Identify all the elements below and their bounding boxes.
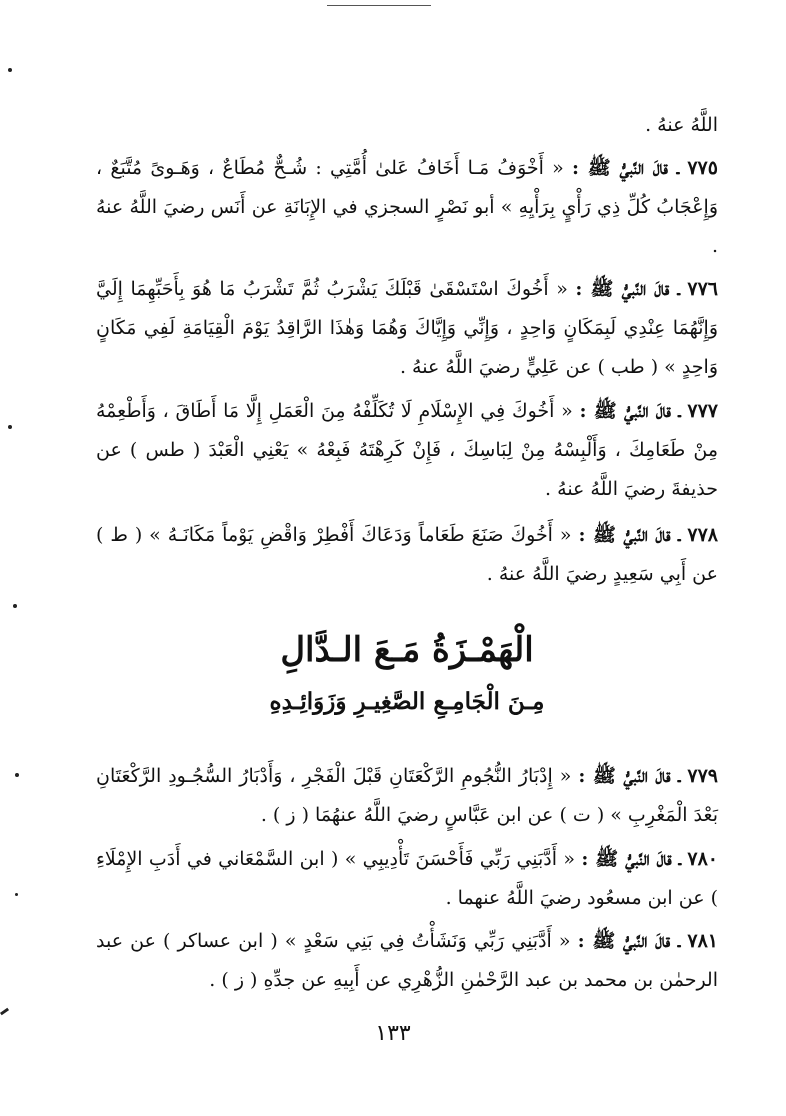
hadith-776: [96, 270, 718, 387]
hadith-number: ٧٨٠: [687, 848, 719, 870]
hadith-number: ٧٧٦: [687, 278, 718, 300]
hadith-780: [96, 840, 718, 918]
hadith-777: [96, 392, 718, 509]
scan-speck: [8, 425, 12, 429]
section-title: الْهَمْـزَةُ مَـعَ الـدَّالِ: [280, 630, 534, 670]
hadith-text: « إِدْبَارُ النُّجُومِ الرَّكْعَتَانِ قَبْلَ الْفَجْرِ ، وَأَدْبَارُ السُّجُـودِ الرَّكْعَتَانِ بَعْدَ الْمَغْرِبِ » ( ت ) عن ابن عَبَّاسٍ رضيَ اللَّهُ عنهُمَا ( ز ) .: [96, 765, 718, 826]
hadith-label: ـ قالَ النَّبيُّ ﷺ :: [579, 400, 681, 422]
hadith-781: [96, 922, 718, 1000]
hadith-number: ٧٧٧: [687, 400, 718, 422]
hadith-label: ـ قالَ النَّبيُّ ﷺ :: [575, 278, 680, 300]
hadith-text: « أَخُوكَ فِي الإِسْلَامِ لَا تُكَلِّفْهُ مِنَ الْعَمَلِ إِلَّا مَا أَطَاقَ ، وَأَطْعِمْهُ مِنْ طَعَامِكَ ، وَأَلْبِسْهُ مِنْ لِبَاسِكَ ، فَإِنْ كَرِهْتَهُ فَبِعْهُ » يَعْنِي الْعَبْدَ ( طس ) عن حذيفةَ رضيَ اللَّهُ عنهُ .: [96, 400, 718, 500]
hadith-number: ٧٧٩: [687, 765, 718, 787]
top-rule: [327, 5, 431, 6]
hadith-label: ـ قالَ النَّبيُّ ﷺ :: [581, 848, 682, 870]
hadith-label: ـ قالَ النَّبيُّ ﷺ :: [578, 765, 681, 787]
hadith-775: [96, 149, 718, 266]
hadith-number: ٧٧٨: [687, 524, 718, 546]
hadith-label: ـ قالَ النَّبيُّ ﷺ :: [578, 524, 681, 546]
scan-speck: [13, 604, 17, 608]
hadith-779: [96, 757, 718, 835]
hadith-text: « أَدَّبَنِي رَبِّي وَنَشَأْتُ فِي بَنِي سَعْدٍ » ( ابن عساكر ) عن عبد الرحمٰن بن محمد بن عبد الرَّحْمٰنِ الزُّهْرِي عن أَبِيهِ عن جدِّهِ ( ز ) .: [96, 930, 718, 991]
scan-speck: [8, 68, 12, 72]
hadith-number: ٧٨١: [687, 930, 718, 952]
intro-text: اللَّهُ عنهُ .: [645, 114, 718, 136]
hadith-text: « أَخُوكَ صَنَعَ طَعَاماً وَدَعَاكَ أَفْطِرْ وَاقْضِ يَوْماً مَكَانَـهُ » ( ط ) عن أَبِي سَعِيدٍ رضيَ اللَّهُ عنهُ .: [96, 524, 718, 585]
hadith-text: « أَدَّبَنِي رَبِّي فَأَحْسَنَ تَأْدِيبِي » ( ابن السَّمْعَاني في أَدَبِ الإِمْلَاءِ ) عن ابن مسعُود رضيَ اللَّهُ عنهما .: [96, 848, 718, 909]
hadith-number: ٧٧٥: [687, 157, 718, 179]
hadith-label: ـ قالَ النَّبيُّ ﷺ :: [572, 157, 680, 179]
scan-edge-mark: [0, 1008, 9, 1016]
scan-speck: [15, 773, 19, 777]
hadith-label: ـ قالَ النَّبيُّ ﷺ :: [577, 930, 681, 952]
section-subtitle: مِـنَ الْجَامِـعِ الصَّغِيـرِ وَزَوَائِـدِهِ: [269, 688, 545, 715]
scan-speck: [15, 893, 18, 896]
page-number: ١٣٣: [375, 1021, 411, 1046]
hadith-778: [96, 516, 718, 594]
intro-line: [96, 106, 718, 145]
hadith-text: « أَخُوكَ اسْتَسْقَىٰ قَبْلَكَ يَشْرَبُ ثُمَّ تَشْرَبُ مَا هُوَ بِأَحَبِّهِمَا إِلَيَّ وَإِنَّهُمَا عِنْدِي لَبِمَكَانٍ وَاحِدٍ ، وَإِنِّي وَإِيَّاكَ وَهُمَا وَهٰذَا الرَّاقِدُ يَوْمَ الْقِيَامَةِ لَفِي مَكَانٍ وَاحِدٍ » ( طب ) عن عَلِيٍّ رضيَ اللَّهُ عنهُ .: [96, 278, 718, 378]
hadith-text: « أَخْوَفُ مَـا أَخَافُ عَلىٰ أُمَّتِي : شُـحٌّ مُطَاعٌ ، وَهَـوىً مُتَّبَعٌ ، وَإِعْجَابُ كُلِّ ذِي رَأْيٍ بِرَأْيِهِ » أبو نَصْرٍ السجزي في الإِبَانَةِ عن أَنَس رضيَ اللَّهُ عنهُ .: [96, 157, 718, 257]
